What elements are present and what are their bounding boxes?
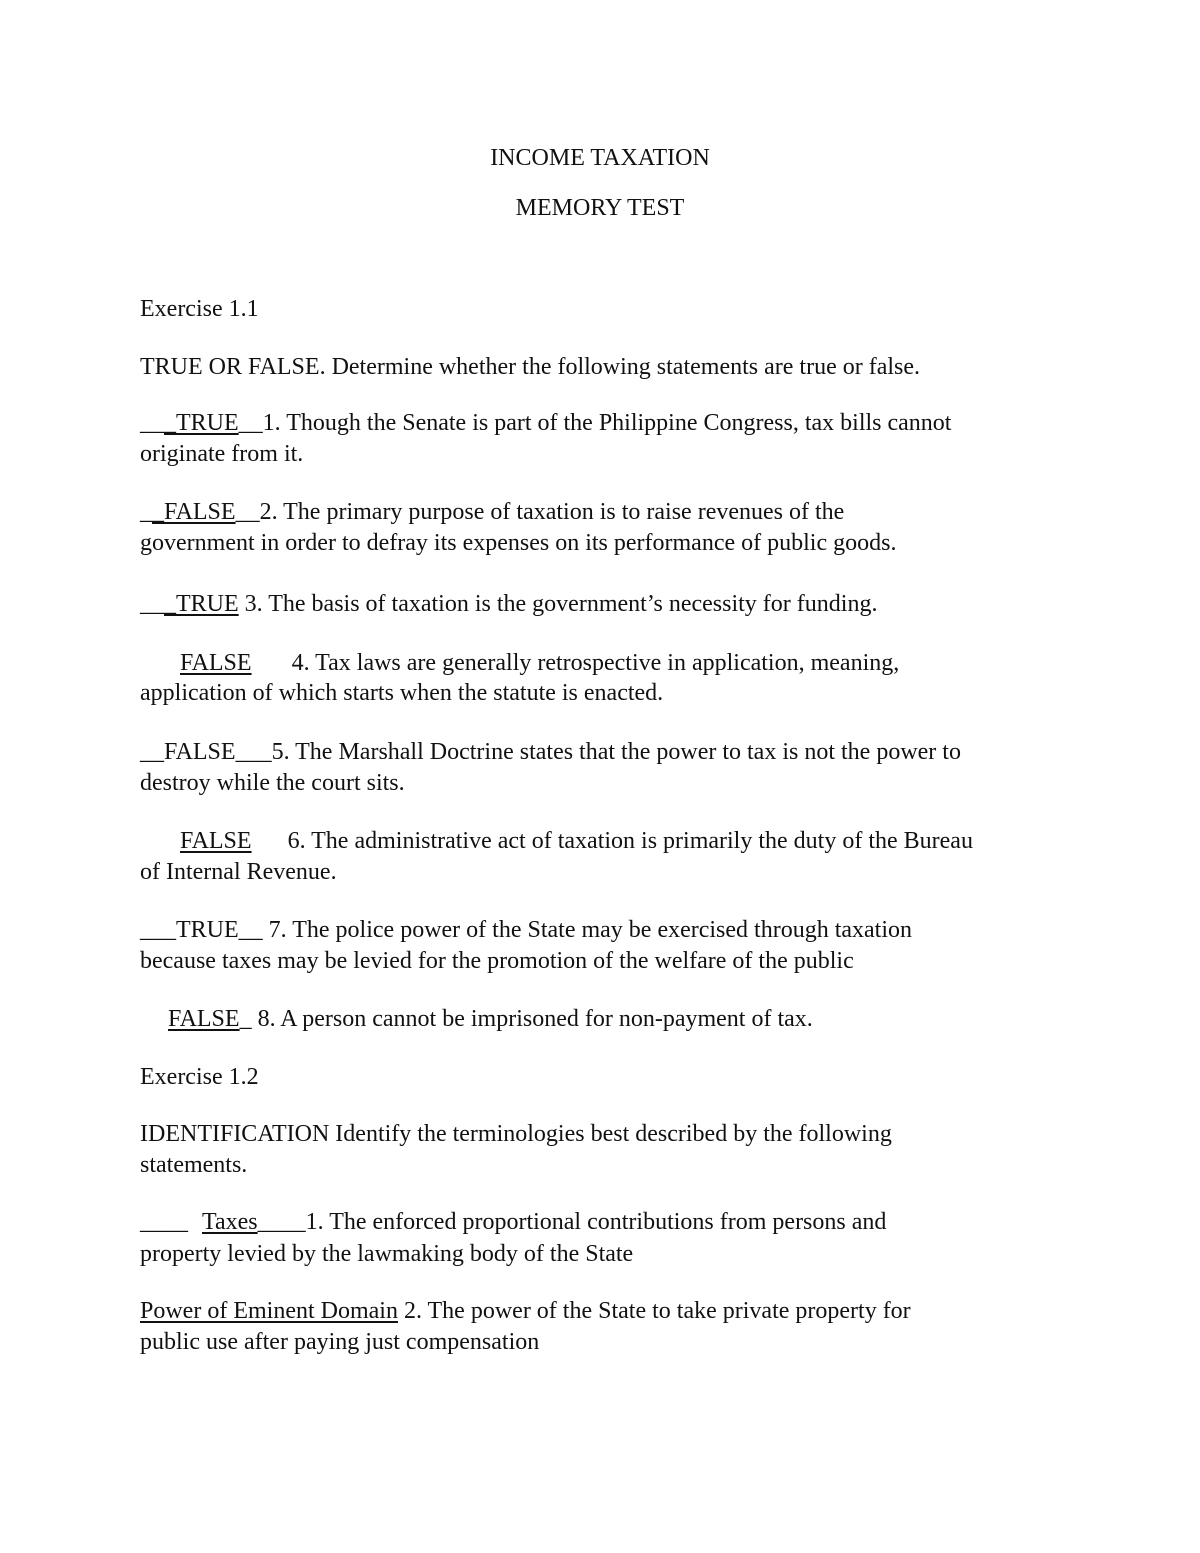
- tf-item-6: [140, 827, 973, 855]
- statement-text: 3. The basis of taxation is the government’s necessity for funding.: [238, 591, 878, 617]
- answer-blank: _TRUE: [164, 591, 239, 617]
- tf-item-1-continuation: originate from it.: [140, 441, 304, 467]
- id-item-2-continuation: public use after paying just compensation: [140, 1329, 540, 1355]
- tf-item-7-continuation: because taxes may be levied for the promotion of the welfare of the public: [140, 948, 854, 974]
- statement-text: 2. The power of the State to take private property for: [397, 1298, 911, 1324]
- statement-text: ___5. The Marshall Doctrine states that the power to tax is not the power to: [235, 739, 961, 765]
- statement-text: __ 7. The police power of the State may be exercised through taxation: [238, 917, 913, 943]
- tf-item-1: [140, 409, 951, 437]
- tf-item-4: [140, 649, 899, 677]
- exercise-2-instruction-continuation: statements.: [140, 1152, 248, 1178]
- tf-item-7: [140, 916, 912, 944]
- statement-text: 4. Tax laws are generally retrospective in application, meaning,: [285, 650, 900, 676]
- statement-text: __2. The primary purpose of taxation is to raise revenues of the: [235, 499, 845, 525]
- blank-prefix: __: [140, 739, 164, 765]
- tf-item-5-continuation: destroy while the court sits.: [140, 770, 405, 796]
- blank-prefix: _: [140, 499, 152, 525]
- answer-blank: FALSE: [164, 739, 236, 765]
- blank-prefix: ___: [140, 917, 176, 943]
- tf-item-2: [140, 498, 844, 526]
- answer-blank: Power of Eminent Domain: [140, 1298, 398, 1324]
- exercise-2-instruction: IDENTIFICATION Identify the terminologies best described by the following: [140, 1121, 892, 1147]
- exercise-1-instruction: TRUE OR FALSE. Determine whether the following statements are true or false.: [140, 354, 921, 380]
- blank-prefix: __: [140, 591, 164, 617]
- tf-item-3: [140, 590, 877, 618]
- answer-blank: Taxes: [202, 1209, 258, 1235]
- tf-item-8: [140, 1005, 813, 1033]
- id-item-2: [140, 1297, 911, 1325]
- id-item-1-continuation: property levied by the lawmaking body of the State: [140, 1241, 634, 1267]
- tf-item-6-continuation: of Internal Revenue.: [140, 859, 337, 885]
- answer-blank: _TRUE: [164, 410, 239, 436]
- answer-blank: TRUE: [176, 917, 239, 943]
- answer-blank: FALSE: [180, 828, 252, 854]
- document-subtitle: MEMORY TEST: [515, 195, 685, 221]
- document-title: INCOME TAXATION: [490, 145, 710, 171]
- answer-blank: FALSE: [168, 1006, 240, 1032]
- statement-text: ____1. The enforced proportional contributions from persons and: [257, 1209, 887, 1235]
- blank-prefix: ____: [140, 1209, 188, 1235]
- tf-item-2-continuation: government in order to defray its expenses on its performance of public goods.: [140, 530, 897, 556]
- statement-text: _ 8. A person cannot be imprisoned for non-payment of tax.: [239, 1006, 813, 1032]
- exercise-2-heading: Exercise 1.2: [140, 1064, 259, 1090]
- statement-text: __1. Though the Senate is part of the Philippine Congress, tax bills cannot: [238, 410, 952, 436]
- exercise-1-heading: Exercise 1.1: [140, 296, 259, 322]
- tf-item-4-continuation: application of which starts when the statute is enacted.: [140, 680, 664, 706]
- blank-prefix: __: [140, 410, 164, 436]
- statement-text: 6. The administrative act of taxation is primarily the duty of the Bureau: [281, 828, 973, 854]
- id-item-1: [140, 1208, 886, 1236]
- answer-blank: _FALSE: [152, 499, 236, 525]
- answer-blank: FALSE: [180, 650, 252, 676]
- tf-item-5: [140, 738, 961, 766]
